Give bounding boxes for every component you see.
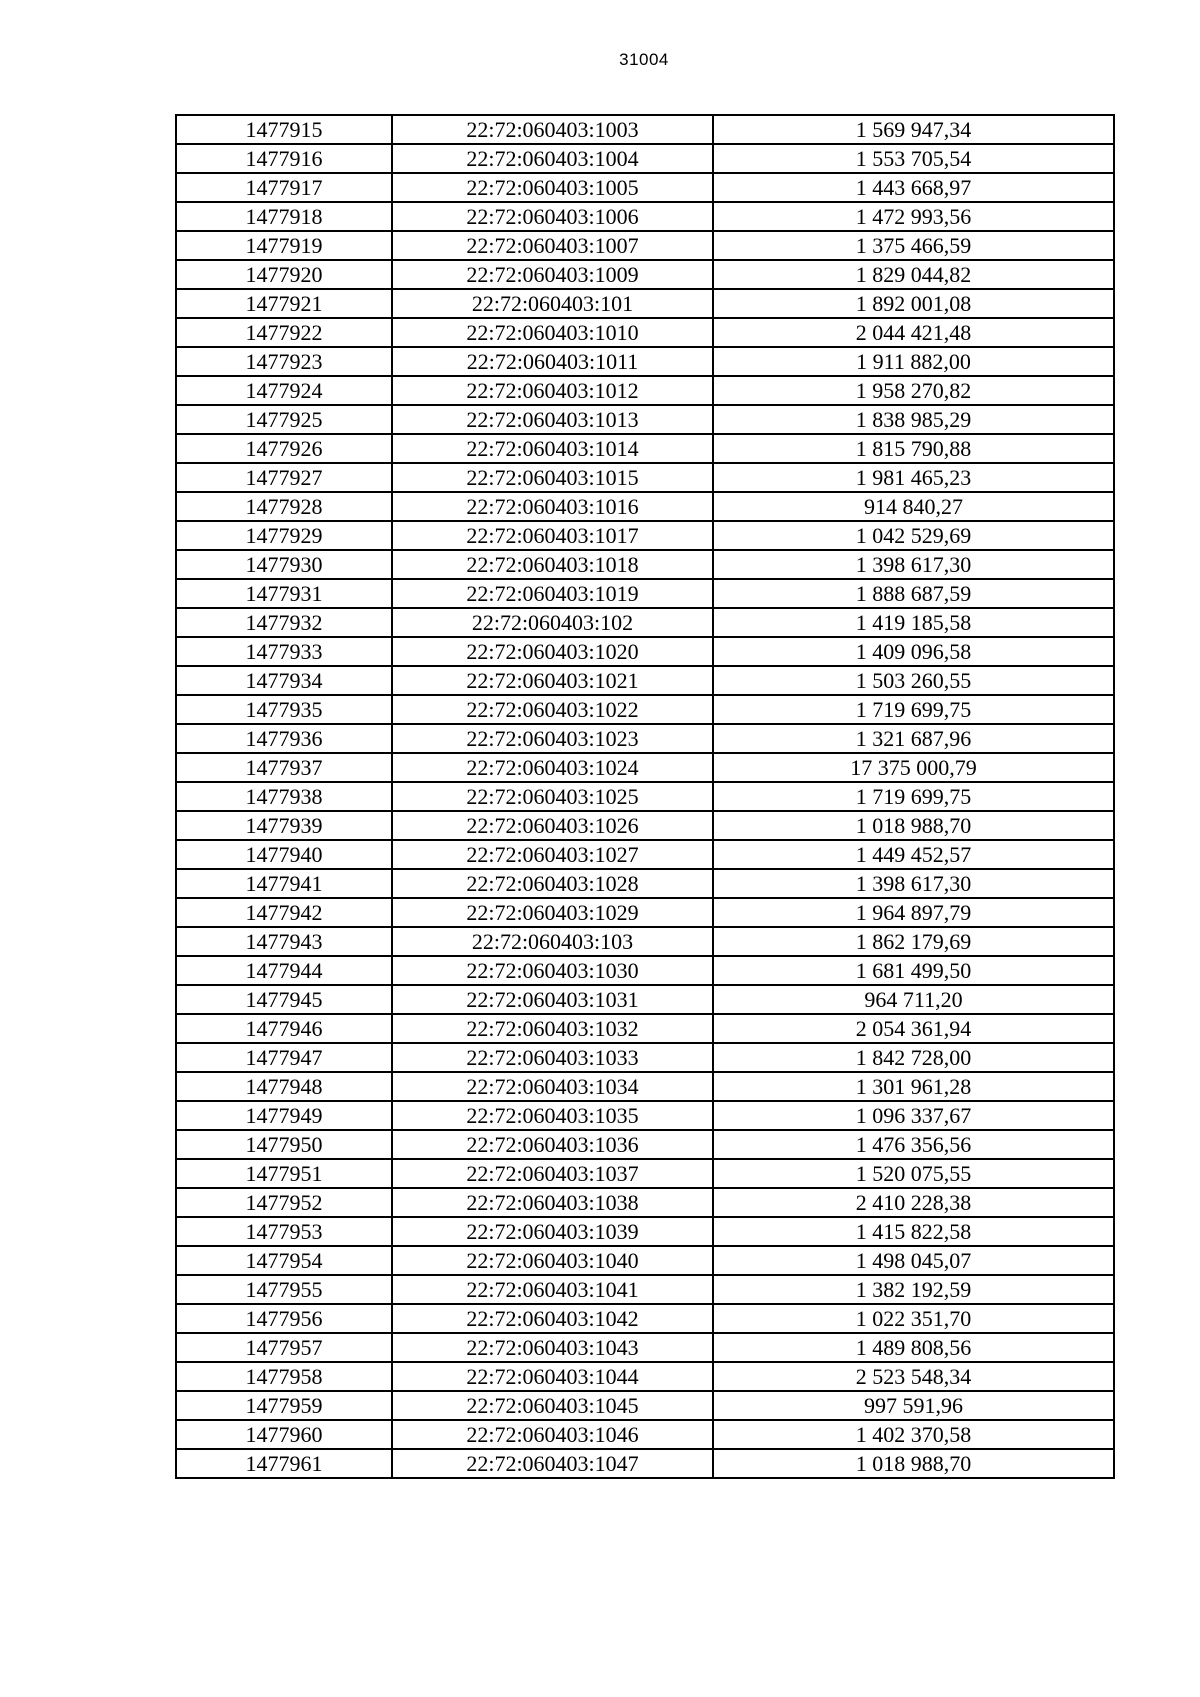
record-number-cell: 1477918 xyxy=(176,202,392,231)
table-row xyxy=(176,202,1114,231)
record-number-cell: 1477961 xyxy=(176,1449,392,1478)
table-body xyxy=(176,115,1114,1478)
cadastral-number-cell: 22:72:060403:1006 xyxy=(392,202,713,231)
cadastral-number-cell: 22:72:060403:1009 xyxy=(392,260,713,289)
cadastral-number-cell: 22:72:060403:1045 xyxy=(392,1391,713,1420)
record-number-cell: 1477943 xyxy=(176,927,392,956)
record-number-cell: 1477932 xyxy=(176,608,392,637)
record-number-cell: 1477957 xyxy=(176,1333,392,1362)
cadastral-value-cell: 1 489 808,56 xyxy=(713,1333,1114,1362)
cadastral-value-cell: 1 719 699,75 xyxy=(713,782,1114,811)
cadastral-value-table xyxy=(175,114,1115,1479)
record-number-cell: 1477933 xyxy=(176,637,392,666)
table-row xyxy=(176,637,1114,666)
cadastral-value-cell: 1 375 466,59 xyxy=(713,231,1114,260)
record-number-cell: 1477958 xyxy=(176,1362,392,1391)
cadastral-number-cell: 22:72:060403:1012 xyxy=(392,376,713,405)
record-number-cell: 1477942 xyxy=(176,898,392,927)
cadastral-number-cell: 22:72:060403:1041 xyxy=(392,1275,713,1304)
table-row xyxy=(176,753,1114,782)
record-number-cell: 1477951 xyxy=(176,1159,392,1188)
record-number-cell: 1477930 xyxy=(176,550,392,579)
record-number-cell: 1477927 xyxy=(176,463,392,492)
cadastral-value-cell: 1 815 790,88 xyxy=(713,434,1114,463)
cadastral-number-cell: 22:72:060403:1037 xyxy=(392,1159,713,1188)
cadastral-value-cell: 1 520 075,55 xyxy=(713,1159,1114,1188)
cadastral-number-cell: 22:72:060403:1031 xyxy=(392,985,713,1014)
cadastral-number-cell: 22:72:060403:1020 xyxy=(392,637,713,666)
record-number-cell: 1477928 xyxy=(176,492,392,521)
cadastral-number-cell: 22:72:060403:1032 xyxy=(392,1014,713,1043)
table-row xyxy=(176,1362,1114,1391)
cadastral-number-cell: 22:72:060403:1011 xyxy=(392,347,713,376)
cadastral-number-cell: 22:72:060403:1024 xyxy=(392,753,713,782)
cadastral-value-cell: 1 888 687,59 xyxy=(713,579,1114,608)
cadastral-value-cell: 2 054 361,94 xyxy=(713,1014,1114,1043)
record-number-cell: 1477941 xyxy=(176,869,392,898)
cadastral-value-cell: 1 443 668,97 xyxy=(713,173,1114,202)
table-row xyxy=(176,1130,1114,1159)
cadastral-value-cell: 1 018 988,70 xyxy=(713,1449,1114,1478)
record-number-cell: 1477917 xyxy=(176,173,392,202)
cadastral-number-cell: 22:72:060403:1033 xyxy=(392,1043,713,1072)
table-row xyxy=(176,173,1114,202)
record-number-cell: 1477924 xyxy=(176,376,392,405)
table-row xyxy=(176,1188,1114,1217)
cadastral-value-cell: 1 862 179,69 xyxy=(713,927,1114,956)
cadastral-value-cell: 1 958 270,82 xyxy=(713,376,1114,405)
cadastral-value-cell: 1 409 096,58 xyxy=(713,637,1114,666)
cadastral-value-cell: 1 498 045,07 xyxy=(713,1246,1114,1275)
table-row xyxy=(176,811,1114,840)
cadastral-number-cell: 22:72:060403:1029 xyxy=(392,898,713,927)
cadastral-number-cell: 22:72:060403:1039 xyxy=(392,1217,713,1246)
table-row xyxy=(176,318,1114,347)
table-row xyxy=(176,492,1114,521)
cadastral-number-cell: 22:72:060403:1013 xyxy=(392,405,713,434)
table-row xyxy=(176,666,1114,695)
cadastral-value-cell: 1 476 356,56 xyxy=(713,1130,1114,1159)
table-row xyxy=(176,1072,1114,1101)
cadastral-value-cell: 1 842 728,00 xyxy=(713,1043,1114,1072)
cadastral-value-cell: 1 301 961,28 xyxy=(713,1072,1114,1101)
cadastral-number-cell: 22:72:060403:1043 xyxy=(392,1333,713,1362)
table-row xyxy=(176,1217,1114,1246)
cadastral-value-cell: 1 398 617,30 xyxy=(713,869,1114,898)
cadastral-number-cell: 22:72:060403:1042 xyxy=(392,1304,713,1333)
cadastral-value-cell: 1 838 985,29 xyxy=(713,405,1114,434)
table-row xyxy=(176,289,1114,318)
table-row xyxy=(176,840,1114,869)
table-row xyxy=(176,1043,1114,1072)
record-number-cell: 1477944 xyxy=(176,956,392,985)
table-row xyxy=(176,1304,1114,1333)
cadastral-number-cell: 22:72:060403:1036 xyxy=(392,1130,713,1159)
table-row xyxy=(176,1159,1114,1188)
record-number-cell: 1477921 xyxy=(176,289,392,318)
cadastral-number-cell: 22:72:060403:1030 xyxy=(392,956,713,985)
cadastral-number-cell: 22:72:060403:1014 xyxy=(392,434,713,463)
cadastral-number-cell: 22:72:060403:1028 xyxy=(392,869,713,898)
cadastral-value-cell: 1 042 529,69 xyxy=(713,521,1114,550)
record-number-cell: 1477949 xyxy=(176,1101,392,1130)
record-number-cell: 1477939 xyxy=(176,811,392,840)
record-number-cell: 1477935 xyxy=(176,695,392,724)
cadastral-number-cell: 22:72:060403:1023 xyxy=(392,724,713,753)
record-number-cell: 1477925 xyxy=(176,405,392,434)
record-number-cell: 1477940 xyxy=(176,840,392,869)
cadastral-value-cell: 1 569 947,34 xyxy=(713,115,1114,144)
cadastral-number-cell: 22:72:060403:1019 xyxy=(392,579,713,608)
table-row xyxy=(176,260,1114,289)
cadastral-value-cell: 1 472 993,56 xyxy=(713,202,1114,231)
cadastral-value-cell: 997 591,96 xyxy=(713,1391,1114,1420)
record-number-cell: 1477938 xyxy=(176,782,392,811)
cadastral-value-cell: 1 022 351,70 xyxy=(713,1304,1114,1333)
cadastral-value-cell: 1 419 185,58 xyxy=(713,608,1114,637)
record-number-cell: 1477946 xyxy=(176,1014,392,1043)
record-number-cell: 1477926 xyxy=(176,434,392,463)
record-number-cell: 1477931 xyxy=(176,579,392,608)
record-number-cell: 1477955 xyxy=(176,1275,392,1304)
table-row xyxy=(176,869,1114,898)
record-number-cell: 1477937 xyxy=(176,753,392,782)
record-number-cell: 1477952 xyxy=(176,1188,392,1217)
table-row xyxy=(176,608,1114,637)
cadastral-number-cell: 22:72:060403:1003 xyxy=(392,115,713,144)
cadastral-value-cell: 1 681 499,50 xyxy=(713,956,1114,985)
table-row xyxy=(176,695,1114,724)
table-row xyxy=(176,376,1114,405)
cadastral-value-cell: 1 321 687,96 xyxy=(713,724,1114,753)
table-row xyxy=(176,144,1114,173)
record-number-cell: 1477916 xyxy=(176,144,392,173)
table-row xyxy=(176,898,1114,927)
cadastral-number-cell: 22:72:060403:1005 xyxy=(392,173,713,202)
cadastral-value-cell: 1 719 699,75 xyxy=(713,695,1114,724)
table-row xyxy=(176,1420,1114,1449)
table-row xyxy=(176,985,1114,1014)
cadastral-number-cell: 22:72:060403:1025 xyxy=(392,782,713,811)
cadastral-value-cell: 964 711,20 xyxy=(713,985,1114,1014)
record-number-cell: 1477919 xyxy=(176,231,392,260)
record-number-cell: 1477922 xyxy=(176,318,392,347)
cadastral-value-cell: 1 981 465,23 xyxy=(713,463,1114,492)
record-number-cell: 1477960 xyxy=(176,1420,392,1449)
record-number-cell: 1477954 xyxy=(176,1246,392,1275)
cadastral-number-cell: 22:72:060403:1016 xyxy=(392,492,713,521)
table-row xyxy=(176,1101,1114,1130)
cadastral-value-cell: 1 829 044,82 xyxy=(713,260,1114,289)
cadastral-number-cell: 22:72:060403:101 xyxy=(392,289,713,318)
record-number-cell: 1477934 xyxy=(176,666,392,695)
page-number: 31004 xyxy=(619,50,669,69)
cadastral-value-cell: 2 044 421,48 xyxy=(713,318,1114,347)
cadastral-value-cell: 1 449 452,57 xyxy=(713,840,1114,869)
table-row xyxy=(176,1391,1114,1420)
cadastral-number-cell: 22:72:060403:1047 xyxy=(392,1449,713,1478)
cadastral-number-cell: 22:72:060403:1010 xyxy=(392,318,713,347)
table-row xyxy=(176,782,1114,811)
cadastral-number-cell: 22:72:060403:1044 xyxy=(392,1362,713,1391)
table-row xyxy=(176,434,1114,463)
cadastral-number-cell: 22:72:060403:1040 xyxy=(392,1246,713,1275)
table-row xyxy=(176,405,1114,434)
table-row xyxy=(176,550,1114,579)
record-number-cell: 1477929 xyxy=(176,521,392,550)
cadastral-value-cell: 1 018 988,70 xyxy=(713,811,1114,840)
cadastral-number-cell: 22:72:060403:1007 xyxy=(392,231,713,260)
record-number-cell: 1477953 xyxy=(176,1217,392,1246)
cadastral-value-cell: 1 415 822,58 xyxy=(713,1217,1114,1246)
cadastral-value-cell: 1 964 897,79 xyxy=(713,898,1114,927)
table-row xyxy=(176,463,1114,492)
cadastral-number-cell: 22:72:060403:1017 xyxy=(392,521,713,550)
table-row xyxy=(176,724,1114,753)
cadastral-value-cell: 1 402 370,58 xyxy=(713,1420,1114,1449)
table-row xyxy=(176,231,1114,260)
record-number-cell: 1477950 xyxy=(176,1130,392,1159)
cadastral-value-cell: 1 398 617,30 xyxy=(713,550,1114,579)
table-row xyxy=(176,1449,1114,1478)
cadastral-number-cell: 22:72:060403:1046 xyxy=(392,1420,713,1449)
table-row xyxy=(176,521,1114,550)
record-number-cell: 1477947 xyxy=(176,1043,392,1072)
cadastral-number-cell: 22:72:060403:1004 xyxy=(392,144,713,173)
cadastral-value-cell: 1 382 192,59 xyxy=(713,1275,1114,1304)
cadastral-value-cell: 1 553 705,54 xyxy=(713,144,1114,173)
record-number-cell: 1477923 xyxy=(176,347,392,376)
table-row xyxy=(176,1246,1114,1275)
table-row xyxy=(176,1333,1114,1362)
table-row xyxy=(176,115,1114,144)
table-row xyxy=(176,1014,1114,1043)
cadastral-number-cell: 22:72:060403:1035 xyxy=(392,1101,713,1130)
cadastral-value-cell: 1 911 882,00 xyxy=(713,347,1114,376)
cadastral-value-cell: 17 375 000,79 xyxy=(713,753,1114,782)
cadastral-number-cell: 22:72:060403:1015 xyxy=(392,463,713,492)
record-number-cell: 1477945 xyxy=(176,985,392,1014)
cadastral-value-cell: 2 523 548,34 xyxy=(713,1362,1114,1391)
cadastral-number-cell: 22:72:060403:102 xyxy=(392,608,713,637)
table-row xyxy=(176,956,1114,985)
record-number-cell: 1477956 xyxy=(176,1304,392,1333)
table-row xyxy=(176,579,1114,608)
cadastral-value-cell: 1 096 337,67 xyxy=(713,1101,1114,1130)
cadastral-value-cell: 914 840,27 xyxy=(713,492,1114,521)
record-number-cell: 1477936 xyxy=(176,724,392,753)
cadastral-number-cell: 22:72:060403:1021 xyxy=(392,666,713,695)
cadastral-number-cell: 22:72:060403:103 xyxy=(392,927,713,956)
cadastral-number-cell: 22:72:060403:1034 xyxy=(392,1072,713,1101)
record-number-cell: 1477948 xyxy=(176,1072,392,1101)
cadastral-number-cell: 22:72:060403:1018 xyxy=(392,550,713,579)
cadastral-value-cell: 1 892 001,08 xyxy=(713,289,1114,318)
cadastral-number-cell: 22:72:060403:1026 xyxy=(392,811,713,840)
record-number-cell: 1477915 xyxy=(176,115,392,144)
cadastral-number-cell: 22:72:060403:1022 xyxy=(392,695,713,724)
table-row xyxy=(176,927,1114,956)
cadastral-number-cell: 22:72:060403:1038 xyxy=(392,1188,713,1217)
cadastral-value-cell: 2 410 228,38 xyxy=(713,1188,1114,1217)
record-number-cell: 1477920 xyxy=(176,260,392,289)
cadastral-value-cell: 1 503 260,55 xyxy=(713,666,1114,695)
cadastral-number-cell: 22:72:060403:1027 xyxy=(392,840,713,869)
record-number-cell: 1477959 xyxy=(176,1391,392,1420)
table-row xyxy=(176,347,1114,376)
table-row xyxy=(176,1275,1114,1304)
